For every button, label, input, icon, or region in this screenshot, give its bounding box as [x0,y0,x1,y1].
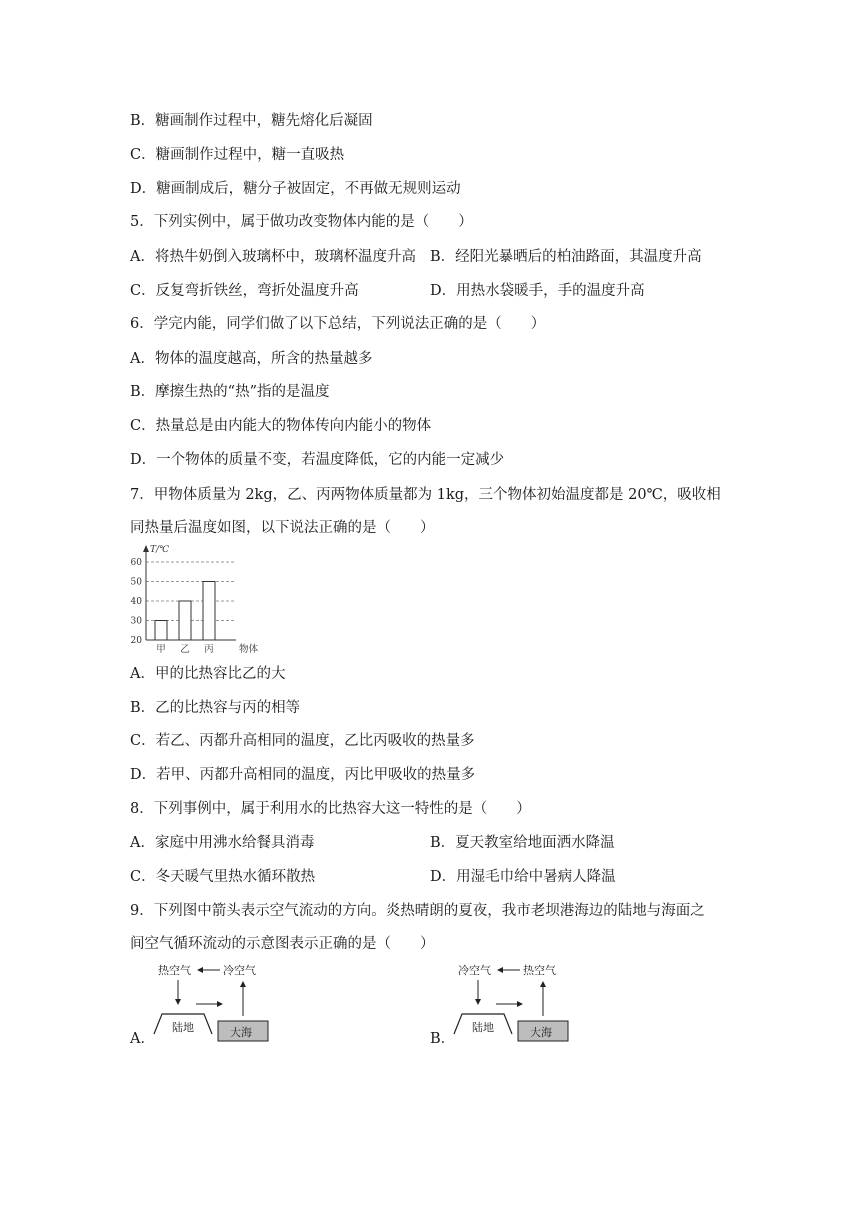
sea-label: 大海 [530,1026,552,1039]
y-tick-label: 50 [130,577,142,588]
q8-option-c: C．冬天暖气里热水循环散热 [130,869,316,885]
q5-option-b: B．经阳光暴晒后的柏油路面，其温度升高 [430,249,702,265]
y-axis-arrow [143,545,149,552]
x-axis-label: 物体 [239,644,259,655]
q8-option-d: D．用湿毛巾给中暑病人降温 [430,869,616,885]
q4-option-d: D．糖画制成后，糖分子被固定，不再做无规则运动 [130,181,461,197]
q9-diagram-b [448,958,578,1046]
q7-option-b: B．乙的比热容与丙的相等 [130,700,301,716]
q6-option-b: B．摩擦生热的“热”指的是温度 [130,384,330,400]
x-tick-label: 丙 [204,644,214,655]
q6-option-d: D．一个物体的质量不变，若温度降低，它的内能一定减少 [130,452,505,468]
q5-option-c: C．反复弯折铁丝，弯折处温度升高 [130,283,359,299]
cold-air-label: 冷空气 [223,964,256,977]
q8-stem: 8．下列事例中，属于利用水的比热容大这一特性的是（ ） [130,801,531,817]
y-tick-label: 60 [130,558,142,568]
q7-stem-line2: 同热量后温度如图，以下说法正确的是（ ） [130,520,435,536]
land-label: 陆地 [172,1021,194,1034]
q9-option-b-label: B． [430,1031,456,1047]
land-label: 陆地 [472,1021,494,1034]
q4-option-c: C．糖画制作过程中，糖一直吸热 [130,147,345,163]
q8-option-a: A．家庭中用沸水给餐具消毒 [130,835,315,851]
q6-stem: 6．学完内能，同学们做了以下总结，下列说法正确的是（ ） [130,316,546,332]
q8-option-b: B．夏天教室给地面洒水降温 [430,835,615,851]
x-tick-label: 乙 [180,644,190,655]
y-tick-label: 20 [130,636,142,646]
hot-air-label: 热空气 [523,964,556,977]
x-tick-label: 甲 [156,644,166,655]
q6-option-c: C．热量总是由内能大的物体传向内能小的物体 [130,418,432,434]
q7-stem-line1: 7．甲物体质量为 2kg，乙、丙两物体质量都为 1kg，三个物体初始温度都是 20℃，吸收相 [130,487,721,503]
q9-stem-line2: 间空气循环流动的示意图表示正确的是（ ） [130,936,435,952]
y-tick-label: 40 [130,597,142,607]
cold-air-label: 冷空气 [458,964,491,977]
q5-option-a: A．将热牛奶倒入玻璃杯中，玻璃杯温度升高 [130,249,416,265]
q5-option-d: D．用热水袋暖手，手的温度升高 [430,283,645,299]
hot-air-label: 热空气 [158,964,191,977]
y-axis-label: T/℃ [150,545,170,555]
q7-option-c: C．若乙、丙都升高相同的温度，乙比丙吸收的热量多 [130,733,475,749]
y-tick-label: 30 [130,616,142,627]
sea-label: 大海 [230,1026,252,1039]
q6-option-a: A．物体的温度越高，所含的热量越多 [130,351,373,367]
q7-option-d: D．若甲、丙都升高相同的温度，丙比甲吸收的热量多 [130,767,476,783]
bar-1 [155,621,167,641]
q5-stem: 5．下列实例中，属于做功改变物体内能的是（ ） [130,214,473,230]
bar-2 [179,601,191,640]
q9-option-a-label: A． [130,1031,155,1047]
bar-3 [203,582,215,641]
q7-option-a: A．甲的比热容比乙的大 [130,666,286,682]
q9-stem-line1: 9．下列图中箭头表示空气流动的方向。炎热晴朗的夏夜，我市老坝港海边的陆地与海面之 [130,903,705,919]
q9-diagram-a [148,958,278,1046]
q7-bar-chart [126,540,276,658]
q4-option-b: B．糖画制作过程中，糖先熔化后凝固 [130,113,373,129]
